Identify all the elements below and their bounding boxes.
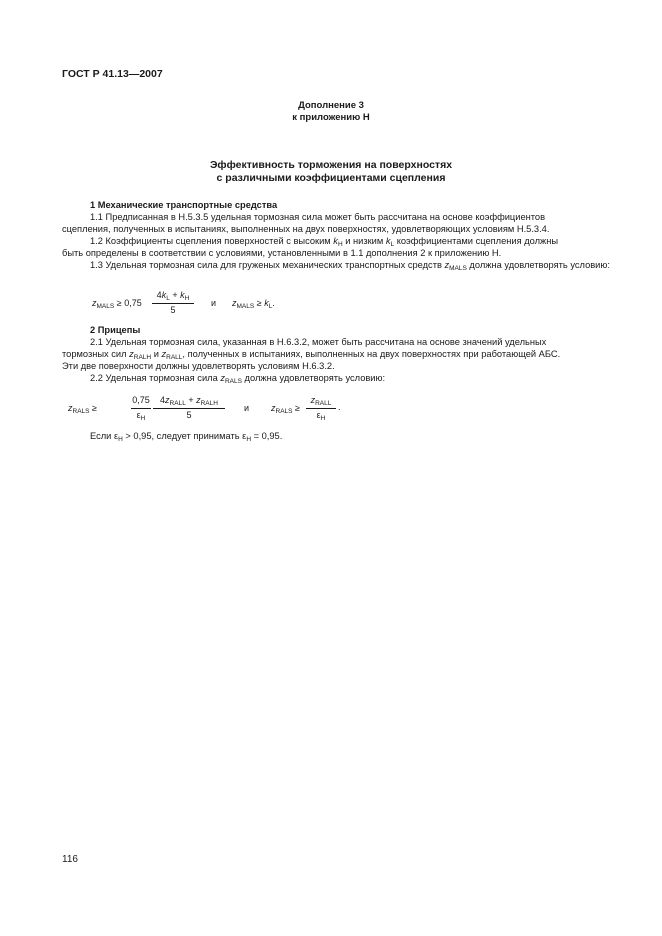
para-line: 2.2 Удельная тормозная сила $z_{RALS}$ должна удовлетворять условию: bbox=[90, 373, 386, 385]
para-line: 2.1 Удельная тормозная сила, указанная в Н.6.3.2, может быть рассчитана на основе значений удельных bbox=[90, 337, 547, 347]
section2-para2 bbox=[62, 372, 602, 384]
page-title-line1: Эффективность торможения на поверхностях bbox=[209, 159, 453, 171]
section2-note: Если $\varepsilon_H > 0,95$, следует принимать $\varepsilon_H = 0,95$. bbox=[90, 431, 283, 443]
section1-para2 bbox=[62, 235, 602, 259]
para-line: 1.3 Удельная тормозная сила для груженых механических транспортных средств $z_{MALS}$ должна удовлетворять условию: bbox=[90, 260, 610, 272]
page-number: 116 bbox=[62, 854, 78, 865]
page-title-line2: с различными коэффициентами сцепления bbox=[216, 172, 446, 184]
formula-1-denominator: 5 bbox=[170, 305, 176, 315]
formula-2-numerator: $4z_{RALL} + z_{RALH}$ bbox=[160, 395, 218, 407]
formula-2b-lhs: $z_{RALS}$ ≥ bbox=[271, 403, 300, 415]
formula-2-denominator: 5 bbox=[186, 410, 192, 420]
formula-1b: $z_{MALS} \ge k_L$. bbox=[232, 298, 275, 310]
fraction-bar bbox=[131, 408, 151, 409]
fraction-bar bbox=[153, 408, 225, 409]
section1-heading: 1 Механические транспортные средства bbox=[90, 200, 278, 210]
para-line: Эти две поверхности должны удовлетворять условиям Н.6.3.2. bbox=[62, 361, 335, 371]
formula-1-lhs: $z_{MALS} \ge 0,75$ bbox=[92, 298, 142, 310]
formula-2b-numerator: $z_{RALL}$ bbox=[310, 395, 332, 407]
formula-2-coef-den: $\varepsilon_H$ bbox=[136, 410, 146, 422]
formula-2-coef-num: 0,75 bbox=[132, 395, 150, 405]
section2-para1 bbox=[62, 336, 602, 372]
formula-2b-dot: . bbox=[338, 402, 341, 412]
fraction-bar bbox=[306, 408, 336, 409]
section2-heading: 2 Прицепы bbox=[90, 325, 141, 335]
para-line: 1.2 Коэффициенты сцепления поверхностей с высоким $k_H$ и низким $k_L$ коэффициентами сцепления должны bbox=[90, 236, 559, 248]
para-line: тормозных сил $z_{RALH}$ и $z_{RALL}$, полученных в испытаниях, выполненных на двух поверхностях при работающей АБС. bbox=[62, 349, 561, 361]
document-header: ГОСТ Р 41.13—2007 bbox=[62, 68, 163, 80]
formula-2b-denominator: $\varepsilon_H$ bbox=[316, 410, 326, 422]
formula-1-numerator: $4k_L + k_H$ bbox=[156, 290, 190, 302]
annex-label: Дополнение 3 bbox=[298, 100, 364, 111]
section1-para3 bbox=[62, 259, 610, 272]
para-line: быть определены в соответствии с условиями, установленными в 1.1 дополнения 2 к приложению Н. bbox=[62, 248, 502, 258]
annex-target: к приложению Н bbox=[292, 112, 370, 123]
fraction-bar bbox=[152, 303, 194, 304]
para-line: 1.1 Предписанная в Н.5.3.5 удельная тормозная сила может быть рассчитана на основе коэффициентов bbox=[90, 212, 546, 222]
para-line: сцепления, полученных в испытаниях, выполненных на двух поверхностях, удовлетворяющих условиям Н.5.3.4. bbox=[62, 224, 550, 234]
formula-1-and: и bbox=[211, 298, 217, 308]
formula-2-lhs: $z_{RALS}$ ≥ bbox=[68, 403, 97, 415]
formula-2-and: и bbox=[244, 403, 250, 413]
section1-para1 bbox=[62, 211, 602, 235]
